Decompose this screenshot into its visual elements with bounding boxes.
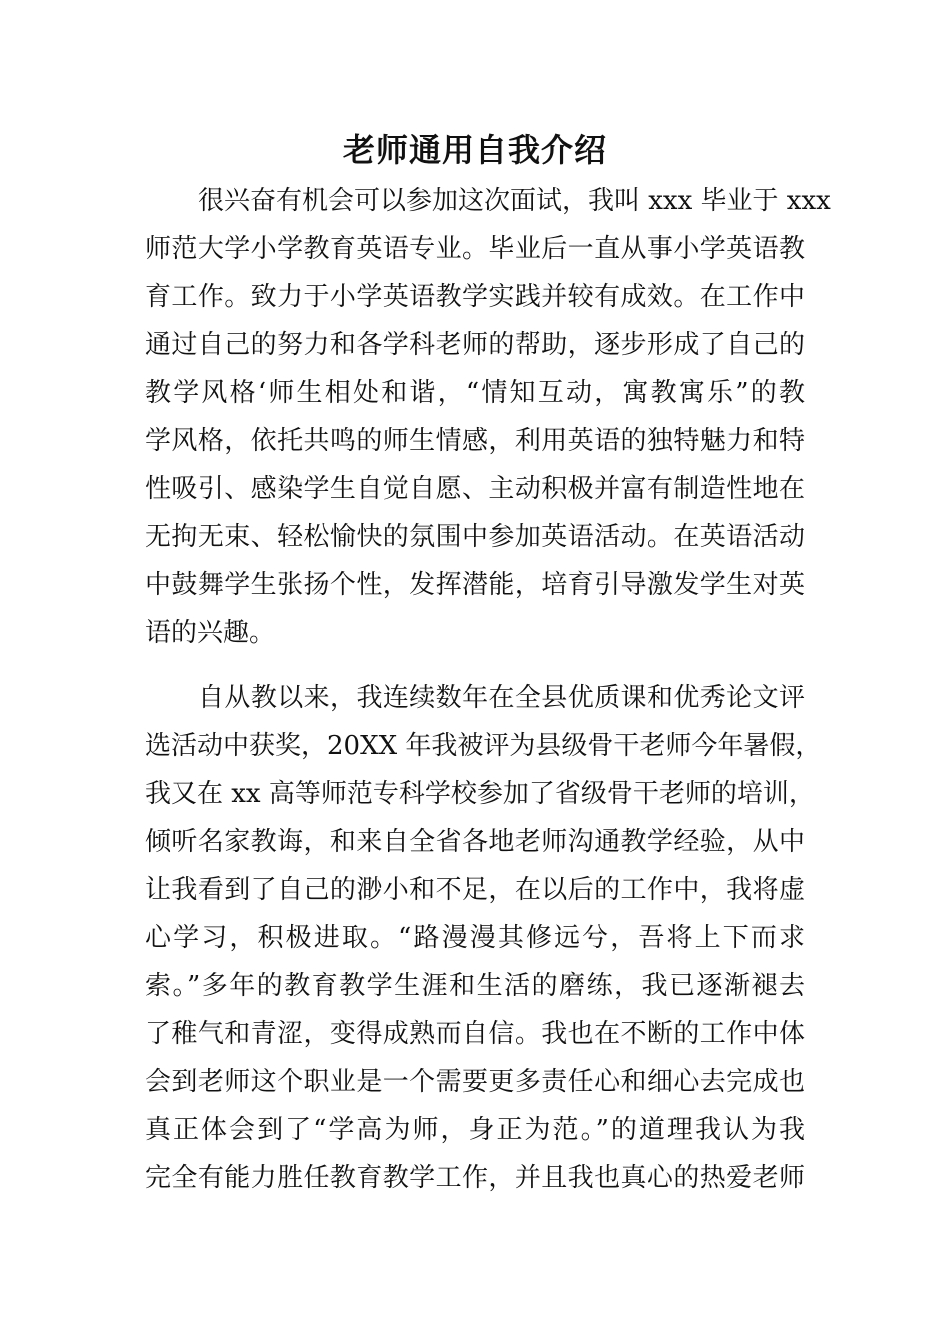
paragraph-line: 了稚气和青涩，变得成熟而自信。我也在不断的工作中体 <box>145 1019 805 1049</box>
paragraph-line: 很兴奋有机会可以参加这次面试，我叫 xxx 毕业于 xxx <box>198 186 831 216</box>
paragraph-line: 会到老师这个职业是一个需要更多责任心和细心去完成也 <box>145 1067 805 1097</box>
paragraph-line: 育工作。致力于小学英语教学实践并较有成效。在工作中 <box>145 282 805 312</box>
paragraph-line: 通过自己的努力和各学科老师的帮助，逐步形成了自己的 <box>145 330 805 360</box>
paragraph-line: 无拘无束、轻松愉快的氛围中参加英语活动。在英语活动 <box>145 522 805 552</box>
paragraph-line: 让我看到了自己的渺小和不足，在以后的工作中，我将虚 <box>145 875 805 905</box>
paragraph-line: 师范大学小学教育英语专业。毕业后一直从事小学英语教 <box>145 234 805 264</box>
document-title: 老师通用自我介绍 <box>342 131 607 169</box>
paragraph-line: 自从教以来，我连续数年在全县优质课和优秀论文评 <box>198 683 805 713</box>
paragraph-line: 倾听名家教诲，和来自全省各地老师沟通教学经验，从中 <box>145 827 805 857</box>
paragraph-line: 我又在 xx 高等师范专科学校参加了省级骨干老师的培训， <box>145 779 815 809</box>
paragraph-line: 选活动中获奖，20XX 年我被评为县级骨干老师今年暑假， <box>145 731 822 761</box>
paragraph-line: 真正体会到了“学高为师，身正为范。”的道理我认为我 <box>145 1115 805 1145</box>
paragraph-line: 性吸引、感染学生自觉自愿、主动积极并富有制造性地在 <box>145 474 805 504</box>
paragraph-line: 中鼓舞学生张扬个性，发挥潜能，培育引导激发学生对英 <box>145 570 805 600</box>
paragraph-line: 学风格，依托共鸣的师生情感，利用英语的独特魅力和特 <box>145 426 805 456</box>
paragraph-line: 教学风格‘师生相处和谐，“情知互动，寓教寓乐”的教 <box>145 378 805 408</box>
paragraph-line: 完全有能力胜任教育教学工作，并且我也真心的热爱老师 <box>145 1163 805 1193</box>
paragraph-line: 索。”多年的教育教学生涯和生活的磨练，我已逐渐褪去 <box>145 971 805 1001</box>
paragraph-line: 心学习，积极进取。“路漫漫其修远兮，吾将上下而求 <box>145 923 805 953</box>
paragraph-line: 语的兴趣。 <box>145 618 276 648</box>
